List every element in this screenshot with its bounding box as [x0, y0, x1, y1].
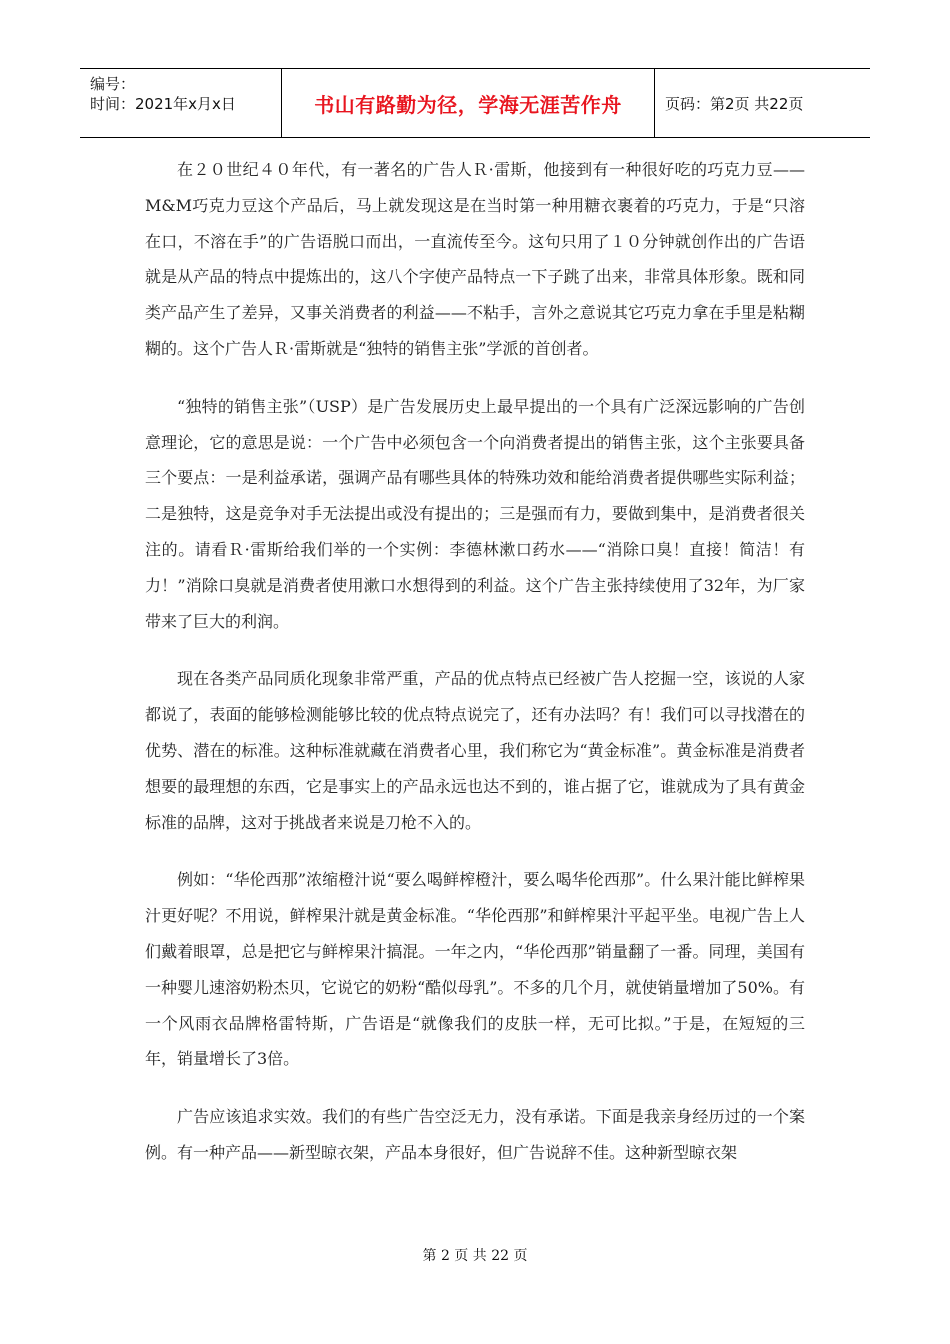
document-header: [80, 68, 870, 138]
header-meta-cell: [80, 69, 282, 137]
header-motto: 书山有路勤为径，学海无涯苦作舟: [314, 92, 622, 117]
paragraph-2: “独特的销售主张”（USP）是广告发展历史上最早提出的一个具有广泛深远影响的广告创意理论，它的意思是说：一个广告中必须包含一个向消费者提出的销售主张，这个主张要具备三个要点：一是利益承诺，强调产品有哪些具体的特殊功效和能给消费者提供哪些实际利益；二是独特，这是竞争对手无法提出或没有提出的；三是强而有力，要做到集中，是消费者很关注的。请看Ｒ·雷斯给我们举的一个实例：李德林漱口药水——“消除口臭！直接！简洁！有力！”消除口臭就是消费者使用漱口水想得到的利益。这个广告主张持续使用了32年，为厂家带来了巨大的利润。: [145, 396, 805, 631]
header-motto-cell: [282, 69, 655, 137]
paragraph-3: 现在各类产品同质化现象非常严重，产品的优点特点已经被广告人挖掘一空，该说的人家都说了，表面的能够检测能够比较的优点特点说完了，还有办法吗？有！我们可以寻找潜在的优势、潜在的标准。这种标准就藏在消费者心里，我们称它为“黄金标准”。黄金标准是消费者想要的最理想的东西，它是事实上的产品永远也达不到的，谁占据了它，谁就成为了具有黄金标准的品牌，这对于挑战者来说是刀枪不入的。: [145, 669, 805, 832]
paragraph-5: 广告应该追求实效。我们的有些广告空泛无力，没有承诺。下面是我亲身经历过的一个案例。有一种产品——新型晾衣架，产品本身很好，但广告说辞不佳。这种新型晾衣架: [145, 1107, 805, 1162]
page-footer: 第 2 页 共 22 页: [422, 1248, 528, 1264]
paragraph-4: 例如：“华伦西那”浓缩橙汁说“要么喝鲜榨橙汁，要么喝华伦西那”。什么果汁能比鲜榨果汁更好呢？不用说，鲜榨果汁就是黄金标准。“华伦西那”和鲜榨果汁平起平坐。电视广告上人们戴着眼罩，总是把它与鲜榨果汁搞混。一年之内，“华伦西那”销量翻了一番。同理，美国有一种婴儿速溶奶粉杰贝，它说它的奶粉“酷似母乳”。不多的几个月，就使销量增加了50%。有一个风雨衣品牌格雷特斯，广告语是“就像我们的皮肤一样，无可比拟。”于是，在短短的三年，销量增长了3倍。: [145, 870, 805, 1069]
paragraph-1: 在２０世纪４０年代，有一著名的广告人Ｒ·雷斯，他接到有一种很好吃的巧克力豆——M&M巧克力豆这个产品后，马上就发现这是在当时第一种用糖衣裹着的巧克力，于是“只溶在口，不溶在手”的广告语脱口而出，一直流传至今。这句只用了１０分钟就创作出的广告语就是从产品的特点中提炼出的，这八个字使产品特点一下子跳了出来，非常具体形象。既和同类产品产生了差异，又事关消费者的利益——不粘手，言外之意说其它巧克力拿在手里是粘糊糊的。这个广告人Ｒ·雷斯就是“独特的销售主张”学派的首创者。: [145, 160, 805, 358]
serial-label: 编号：: [90, 75, 136, 93]
document-body: [145, 152, 805, 1193]
header-page-label: 页码：第2页 共22页: [665, 94, 804, 113]
time-label: 时间：2021年x月x日: [90, 95, 236, 113]
header-page-cell: [655, 69, 870, 137]
